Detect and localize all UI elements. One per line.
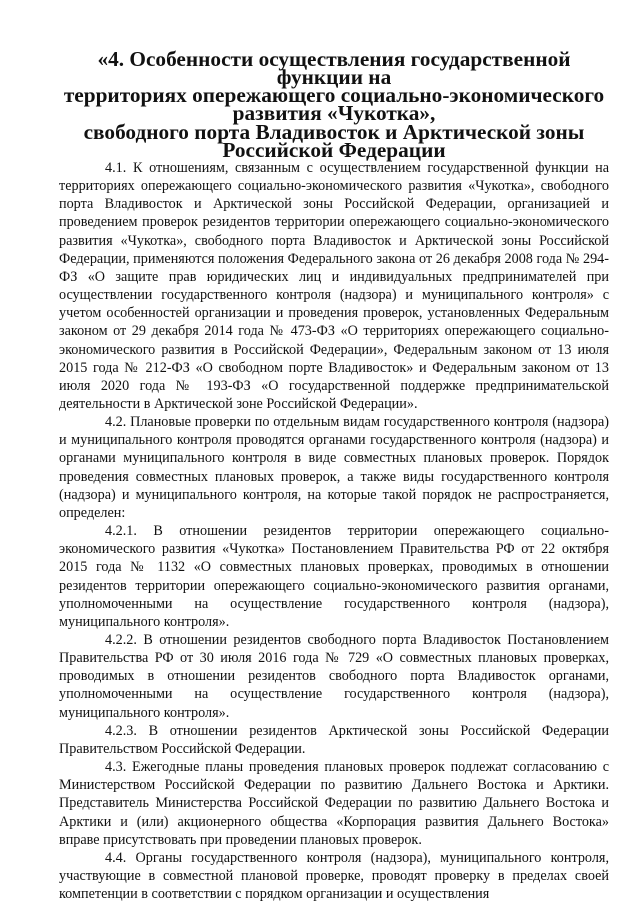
heading-line: свободного порта Владивосток и Арктической зоны Российской Федерации (83, 119, 585, 162)
heading-line: «4. Особенности осуществления государственной функции на (97, 47, 571, 90)
paragraph-4-1: 4.1. К отношениям, связанным с осуществлением государственной функции на территориях опережающего социально-экономического развития «Чукотка», свободного порта Владивосток и Арктической зоны Российской Федерации, организацией и проведением проверок резидентов территории опережающего социально-экономического развития «Чукотка», свободного порта Владивосток и Арктической зоны Российской Федерации, применяются положения Федерального закона от 26 декабря 2008 года № 294-ФЗ «О защите прав юридических лиц и индивидуальных предпринимателей при осуществлении государственного контроля (надзора) и муниципального контроля» с учетом особенностей организации и проведения проверок, установленных Федеральным законом от 29 декабря 2014 года № 473-ФЗ «О территориях опережающего социально-экономического развития в Российской Федерации», Федеральным законом от 13 июля 2015 года № 212-ФЗ «О свободном порте Владивосток» и Федеральным законом от 13 июля 2020 года № 193-ФЗ «О государственной поддержке предпринимательской деятельности в Арктической зоне Российской Федерации». (59, 159, 609, 412)
paragraph-4-2-2: 4.2.2. В отношении резидентов свободного порта Владивосток Постановлением Правительства РФ от 30 июля 2016 года № 729 «О совместных плановых проверках, проводимых в отношении резидентов свободного порта Владивосток органами, уполномоченными на осуществление государственного контроля (надзора), муниципального контроля». (59, 632, 609, 721)
paragraph-4-4: 4.4. Органы государственного контроля (надзора), муниципального контроля, участвующие в совместной плановой проверке, проводят проверку в пределах своей компетенции в соответствии с порядком организации и осуществления (59, 849, 609, 903)
paragraph-4-3: 4.3. Ежегодные планы проведения плановых проверок подлежат согласованию с Министерством Российской Федерации по развитию Дальнего Востока и Арктики. Представитель Министерства Российской Федерации по развитию Дальнего Востока и Арктики и (или) акционерного общества «Корпорация развития Дальнего Востока» вправе присутствовать при проведении плановых проверок. (59, 759, 609, 848)
heading-line: территориях опережающего социально-экономического развития «Чукотка», (63, 83, 605, 126)
paragraph-4-2: 4.2. Плановые проверки по отдельным видам государственного контроля (надзора) и муниципального контроля проводятся органами государственного контроля (надзора) и органами муниципального контроля в виде совместных плановых проверок. Порядок проведения совместных плановых проверок, а также виды государственного контроля (надзора) и муниципального контроля, на которые такой порядок не распространяется, определен: (59, 414, 609, 521)
paragraph-4-2-1: 4.2.1. В отношении резидентов территории опережающего социально-экономического развития «Чукотка» Постановлением Правительства РФ от 22 октября 2015 года № 1132 «О совместных плановых проверках, проводимых в отношении резидентов территории опережающего социально-экономического развития органами, уполномоченными на осуществление государственного контроля (надзора), муниципального контроля». (59, 523, 609, 630)
paragraph-4-2-3: 4.2.3. В отношении резидентов Арктической зоны Российской Федерации Правительством Российской Федерации. (59, 722, 609, 757)
section-heading (59, 47, 609, 162)
